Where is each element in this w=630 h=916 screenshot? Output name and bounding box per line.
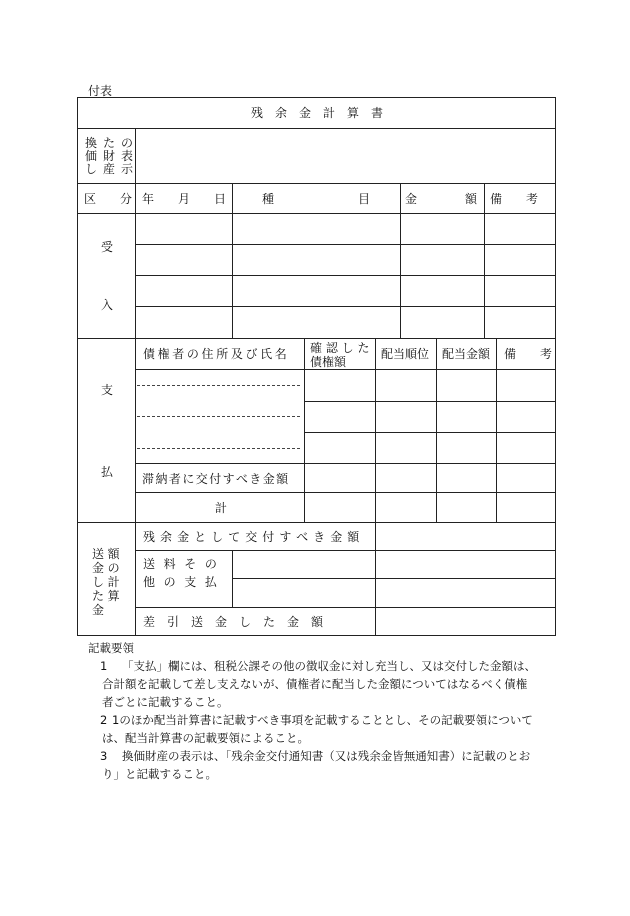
header-date: 年 月 日 (142, 192, 227, 206)
note-item-2 (88, 711, 548, 747)
remit-row-2-line-1: 送 料 そ の (143, 557, 220, 571)
notes-section (88, 639, 548, 783)
header-remarks: 備 考 (490, 192, 539, 206)
note-3-line-1: 換価財産の表示は、「残余金交付通知書（又は残余金皆無通知書）に記載のとお (122, 749, 531, 763)
header-rank: 配当順位 (381, 347, 430, 361)
header-dist-amount: 配当金額 (442, 347, 491, 361)
header-item: 種 目 (262, 192, 371, 206)
remit-label-2: 金の (92, 561, 124, 575)
note-item-1 (88, 657, 548, 711)
header-section: 区 分 (84, 192, 133, 206)
note-2-line-1: 1のほか配当計算書に記載すべき事項を記載することとし、その記載要領について (112, 713, 533, 727)
header-confirmed-2: 債権額 (310, 355, 347, 369)
remit-label-5: 金 (92, 603, 108, 617)
note-3-line-2: り」と記載すること。 (102, 767, 217, 781)
header-confirmed-1: 確 認 し た (310, 341, 370, 355)
delinquent-row-label: 滞納者に交付すべき金額 (142, 472, 290, 486)
asset-label-line-1: 換たの (85, 136, 140, 150)
remit-label-3: し計 (92, 575, 124, 589)
remit-label-1: 送額 (92, 547, 124, 561)
notes-heading: 記載要領 (88, 641, 134, 655)
header-amount: 金 額 (405, 192, 478, 206)
attachment-label: 付表 (88, 84, 113, 98)
remit-row-1: 残余金として交付すべき金額 (143, 530, 365, 544)
header-payments-remarks: 備 考 (504, 347, 553, 361)
note-1-line-3: 者ごとに記載すること。 (102, 695, 229, 709)
note-item-3 (88, 747, 548, 783)
receipts-label-2: 入 (101, 298, 114, 312)
note-number-1: 1 (100, 659, 108, 673)
receipts-label-1: 受 (101, 240, 114, 254)
payments-label-2: 払 (101, 465, 114, 479)
remit-row-3: 差 引 送 金 し た 金 額 (143, 615, 324, 629)
note-1-line-2: 合計額を記載して差し支えないが、債権者に配当した金額についてはなるべく債権 (102, 677, 528, 691)
header-creditor: 債権者の住所及び氏名 (143, 347, 290, 361)
note-1-line-1: 「支払」欄には、租税公課その他の徴収金に対し充当し、又は交付した金額は、 (122, 659, 536, 673)
total-row-label: 計 (215, 501, 228, 515)
note-number-2: 2 (100, 713, 108, 727)
asset-label-line-3: し産示 (85, 162, 140, 176)
note-number-3: 3 (100, 749, 108, 763)
form-title: 残 余 金 計 算 書 (250, 106, 383, 120)
note-2-line-2: は、配当計算書の記載要領によること。 (102, 731, 309, 745)
asset-label-line-2: 価財表 (85, 149, 140, 163)
remit-label-4: た算 (92, 589, 124, 603)
payments-label-1: 支 (101, 383, 114, 397)
remit-row-2-line-2: 他 の 支 払 (143, 575, 220, 589)
